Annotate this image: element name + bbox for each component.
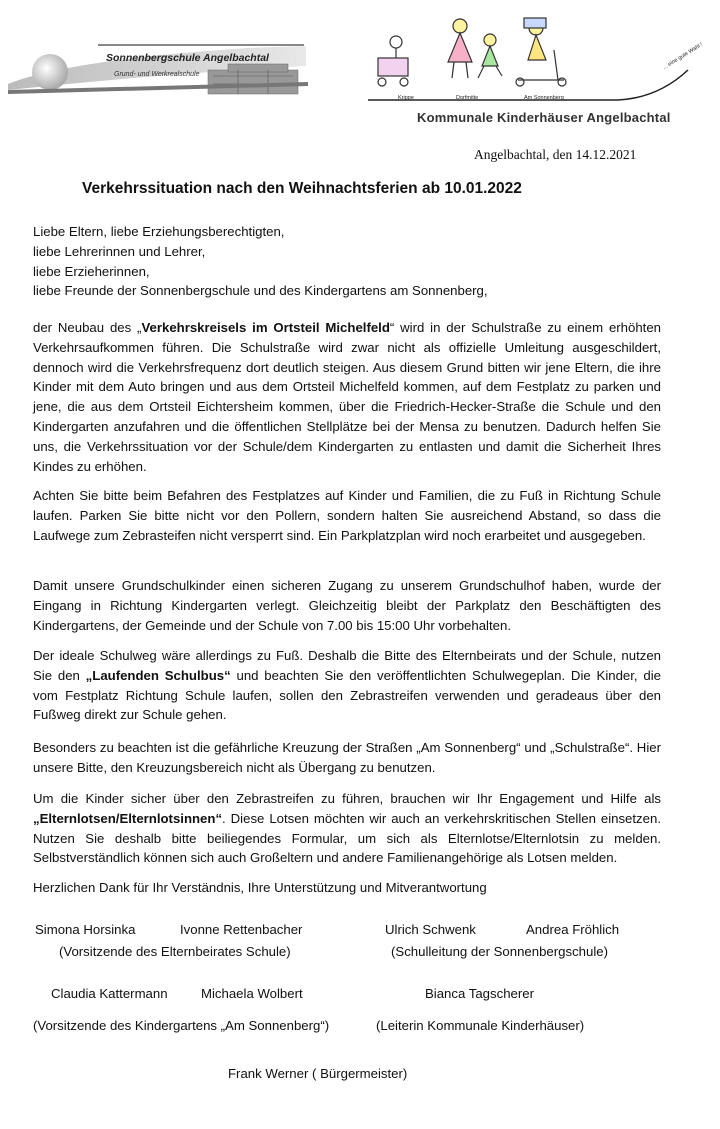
kita-label-sonnenberg: Am Sonnenberg — [524, 95, 564, 101]
greeting-line: liebe Lehrerinnen und Lehrer, — [33, 243, 206, 259]
paragraph-text: “ wird in der Schulstraße zu einem erhöhten Verkehrsaufkommen führen. Die Schulstraße wird zwar nicht als offizielle Umleitung ausgeschildert, dennoch wird die Verkehrsfrequenz dort deutlich steigen. Aus diesem Grund bitten wir jene Eltern, die ihre Kinder mit dem Auto bringen und aus dem Ortsteil Michelfeld kommen, auf dem Festplatz zu parken und jene, die aus dem Ortsteil Eichtersheim kommen, über die Friedrich-Hecker-Straße die Schule und den Kindergarten anzufahren und die öffentlichen Stellplätze bei der Mensa zu benutzen. Dadurch helfen Sie uns, die Verkehrssituation vor der Schule/dem Kindergarten zu entlasten und damit die Sicherheit Ihres Kindes zu erhöhen. — [33, 320, 662, 474]
paragraph-bold: „Elternlotsen/Elternlotsinnen“ — [33, 810, 223, 826]
signature-name: Ivonne Rettenbacher — [180, 922, 303, 937]
signature-name: Michaela Wolbert — [201, 986, 303, 1001]
school-logo-name: Sonnenbergschule Angelbachtal — [106, 52, 269, 64]
paragraph-text: Um die Kinder sicher über den Zebrastreifen zu führen, brauchen wir Ihr Engagement und Hilfe als — [33, 791, 661, 806]
school-logo-subtitle: Grund- und Werkrealschule — [114, 71, 200, 78]
paragraph-crossing: Besonders zu beachten ist die gefährliche Kreuzung der Straßen „Am Sonnenberg“ und „Schulstraße“. Hier unsere Bitte, den Kreuzungsbereich nicht als Übergang zu benutzen. — [33, 740, 661, 775]
letter-date: Angelbachtal, den 14.12.2021 — [474, 147, 637, 162]
signature-name: Claudia Kattermann — [51, 986, 168, 1001]
paragraph-entrance: Damit unsere Grundschulkinder einen sicheren Zugang zu unserem Grundschulhof haben, wurde der Eingang in Richtung Kindergarten verlegt. Gleichzeitig bleibt der Parkplatz den Beschäftigten des Kindergartens, der Gemeinde und der Schule von 7.00 bis 15:00 Uhr vorbehalten. — [33, 578, 661, 633]
paragraph-schoolway — [33, 646, 661, 725]
greeting — [33, 222, 488, 301]
greeting-line: Liebe Eltern, liebe Erziehungsberechtigten, — [33, 224, 285, 239]
paragraph-text: Der ideale Schulweg wäre allerdings zu Fuß. Deshalb die Bitte des Elternbeirats und der Schule, nutzen Sie den — [33, 648, 661, 683]
closing-thanks: Herzlichen Dank für Ihr Verständnis, Ihre Unterstützung und Mitverantwortung — [33, 880, 487, 895]
paragraph-text: der Neubau des „ — [33, 320, 142, 335]
signature-name: Ulrich Schwenk — [385, 922, 476, 937]
greeting-line: liebe Erzieherinnen, — [33, 263, 150, 279]
signature-name: Bianca Tagscherer — [425, 986, 534, 1001]
signature-role: (Leiterin Kommunale Kinderhäuser) — [376, 1018, 585, 1033]
paragraph-festplatz: Achten Sie bitte beim Befahren des Festplatzes auf Kinder und Familien, die zu Fuß in Richtung Schule laufen. Parken Sie bitte nicht vor den Pollern, sondern halten Sie ausreichend Abstand, so dass die Laufwege zum Zebrasteifen nicht versperrt sind. Ein Parkplatzplan wird noch erarbeitet und ausgegeben. — [33, 488, 661, 543]
paragraph-bold: Verkehrskreisels im Ortsteil Michelfeld — [141, 320, 390, 335]
signature-role: (Vorsitzende des Elternbeirates Schule) — [59, 944, 291, 959]
paragraph-parent-guides — [33, 789, 661, 868]
signature-mayor: Frank Werner ( Bürgermeister) — [228, 1066, 408, 1081]
paragraph-bold: „Laufenden Schulbus“ — [85, 667, 231, 683]
signature-name: Andrea Fröhlich — [526, 922, 620, 937]
kita-slogan: ... eine gute Wahl ! — [662, 41, 704, 72]
kita-logo-title: Kommunale Kinderhäuser Angelbachtal — [417, 110, 671, 125]
signature-role: (Vorsitzende des Kindergartens „Am Sonnenberg“) — [33, 1018, 330, 1033]
greeting-line: liebe Freunde der Sonnenbergschule und des Kindergartens am Sonnenberg, — [33, 283, 488, 299]
paragraph-text: . Diese Lotsen möchten wir auch an verkehrskritischen Stellen einsetzen. Nutzen Sie deshalb bitte beiliegendes Formular, um sich als Elternlotse/Elternlotsin zu melden. Selbstverständlich können sich auch Großeltern und andere Familienangehörige als Lotsen melden. — [33, 810, 661, 866]
signature-role: (Schulleitung der Sonnenbergschule) — [391, 944, 609, 959]
paragraph-traffic-circle — [33, 318, 661, 476]
paragraph-text: und beachten Sie den veröffentlichten Schulwegeplan. Die Kinder, die vom Festplatz Richtung Schule laufen, sollen den Zebrastreifen verwenden und geradeaus über den Fußweg direkt zur Schule gehen. — [33, 667, 661, 723]
signature-name: Simona Horsinka — [35, 922, 136, 937]
letter-title: Verkehrssituation nach den Weihnachtsferien ab 10.01.2022 — [82, 180, 522, 197]
kita-label-dorfmitte: Dorfmitte — [456, 95, 479, 101]
kita-label-krippe: Krippe — [398, 95, 414, 101]
